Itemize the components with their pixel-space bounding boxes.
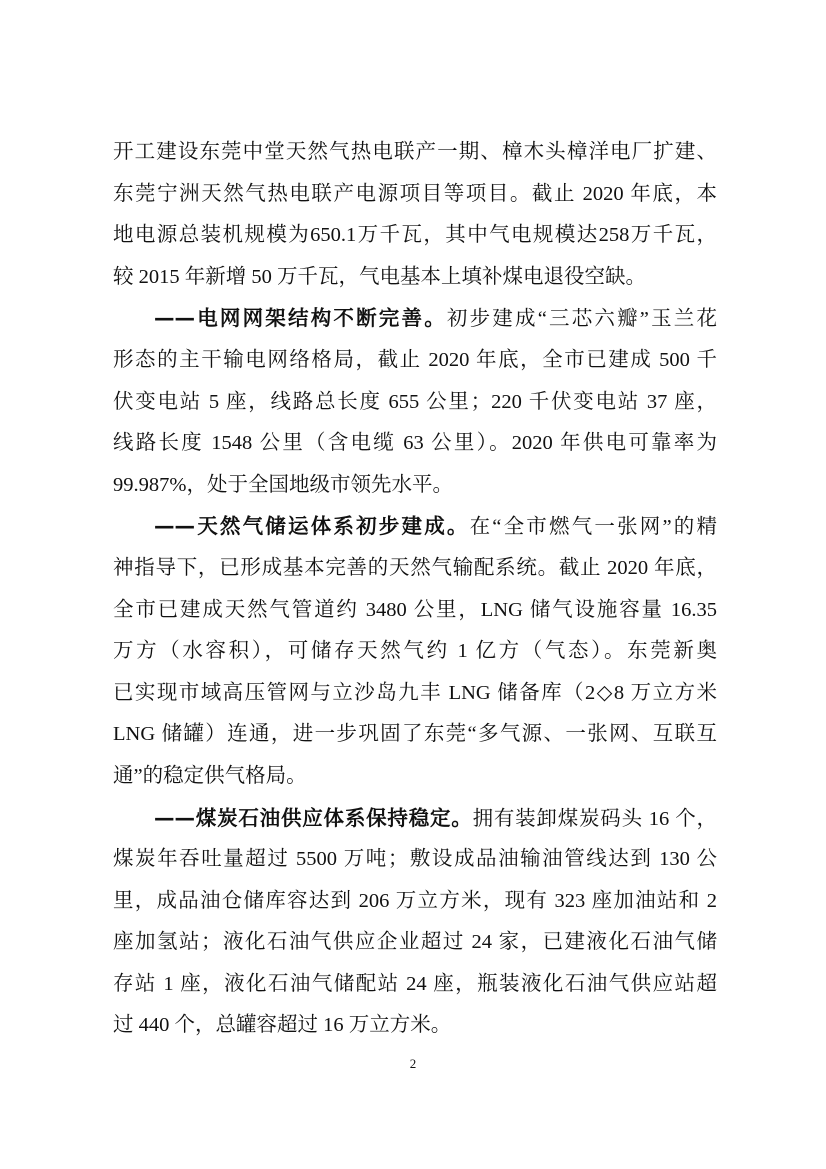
text-span: 初步建成“三芯六瓣”玉兰花 bbox=[446, 308, 718, 331]
paragraph-power-sources bbox=[113, 132, 717, 298]
text-line: 万方（水容积），可储存天然气约 1 亿方（气态）。东莞新奥 bbox=[113, 640, 717, 663]
text-line: 全市已建成天然气管道约 3480 公里，LNG 储气设施容量 16.35 bbox=[113, 598, 717, 621]
paragraph-natural-gas bbox=[113, 506, 717, 797]
text-line bbox=[113, 798, 717, 840]
text-line: 过 440 个，总罐容超过 16 万立方米。 bbox=[113, 1014, 452, 1037]
paragraph-power-grid bbox=[113, 298, 717, 506]
text-line: 已实现市域高压管网与立沙岛九丰 LNG 储备库（2◇8 万立方米 bbox=[113, 681, 717, 704]
text-line: 神指导下，已形成基本完善的天然气输配系统。截止 2020 年底， bbox=[113, 556, 717, 579]
paragraph-heading: ——电网网架结构不断完善。 bbox=[154, 306, 447, 331]
paragraph-heading: ——天然气储运体系初步建成。 bbox=[154, 514, 470, 539]
text-line: 形态的主干输电网络格局，截止 2020 年底，全市已建成 500 千 bbox=[113, 348, 717, 371]
text-line: 较 2015 年新增 50 万千瓦，气电基本上填补煤电退役空缺。 bbox=[113, 265, 646, 288]
text-line: 地电源总装机规模为650.1万千瓦，其中气电规模达258万千瓦， bbox=[113, 224, 717, 247]
text-line: 存站 1 座，液化石油气储配站 24 座，瓶装液化石油气供应站超 bbox=[113, 972, 717, 995]
text-line: 伏变电站 5 座，线路总长度 655 公里；220 千伏变电站 37 座， bbox=[113, 390, 717, 413]
paragraph-coal-oil bbox=[113, 798, 717, 1048]
text-line: 线路长度 1548 公里（含电缆 63 公里）。2020 年供电可靠率为 bbox=[113, 432, 717, 455]
text-line: 里，成品油仓储库容达到 206 万立方米，现有 323 座加油站和 2 bbox=[113, 889, 717, 912]
text-line: 开工建设东莞中堂天然气热电联产一期、樟木头樟洋电厂扩建、 bbox=[113, 141, 717, 163]
document-body bbox=[113, 132, 717, 1047]
text-span: 拥有装卸煤炭码头 16 个， bbox=[472, 807, 718, 830]
text-line: 99.987%，处于全国地级市领先水平。 bbox=[113, 473, 453, 496]
text-line bbox=[113, 298, 717, 340]
text-line: LNG 储罐）连通，进一步巩固了东莞“多气源、一张网、互联互 bbox=[113, 723, 717, 746]
text-line: 东莞宁洲天然气热电联产电源项目等项目。截止 2020 年底，本 bbox=[113, 182, 717, 205]
paragraph-heading: ——煤炭石油供应体系保持稳定。 bbox=[154, 805, 473, 830]
page-number: 2 bbox=[409, 1056, 417, 1071]
text-line: 座加氢站；液化石油气供应企业超过 24 家，已建液化石油气储 bbox=[113, 931, 717, 954]
text-span: 在“全市燃气一张网”的精 bbox=[469, 516, 718, 539]
text-line bbox=[113, 506, 717, 548]
text-line: 通”的稳定供气格局。 bbox=[113, 764, 307, 787]
text-line: 煤炭年吞吐量超过 5500 万吨；敷设成品油输油管线达到 130 公 bbox=[113, 848, 717, 871]
